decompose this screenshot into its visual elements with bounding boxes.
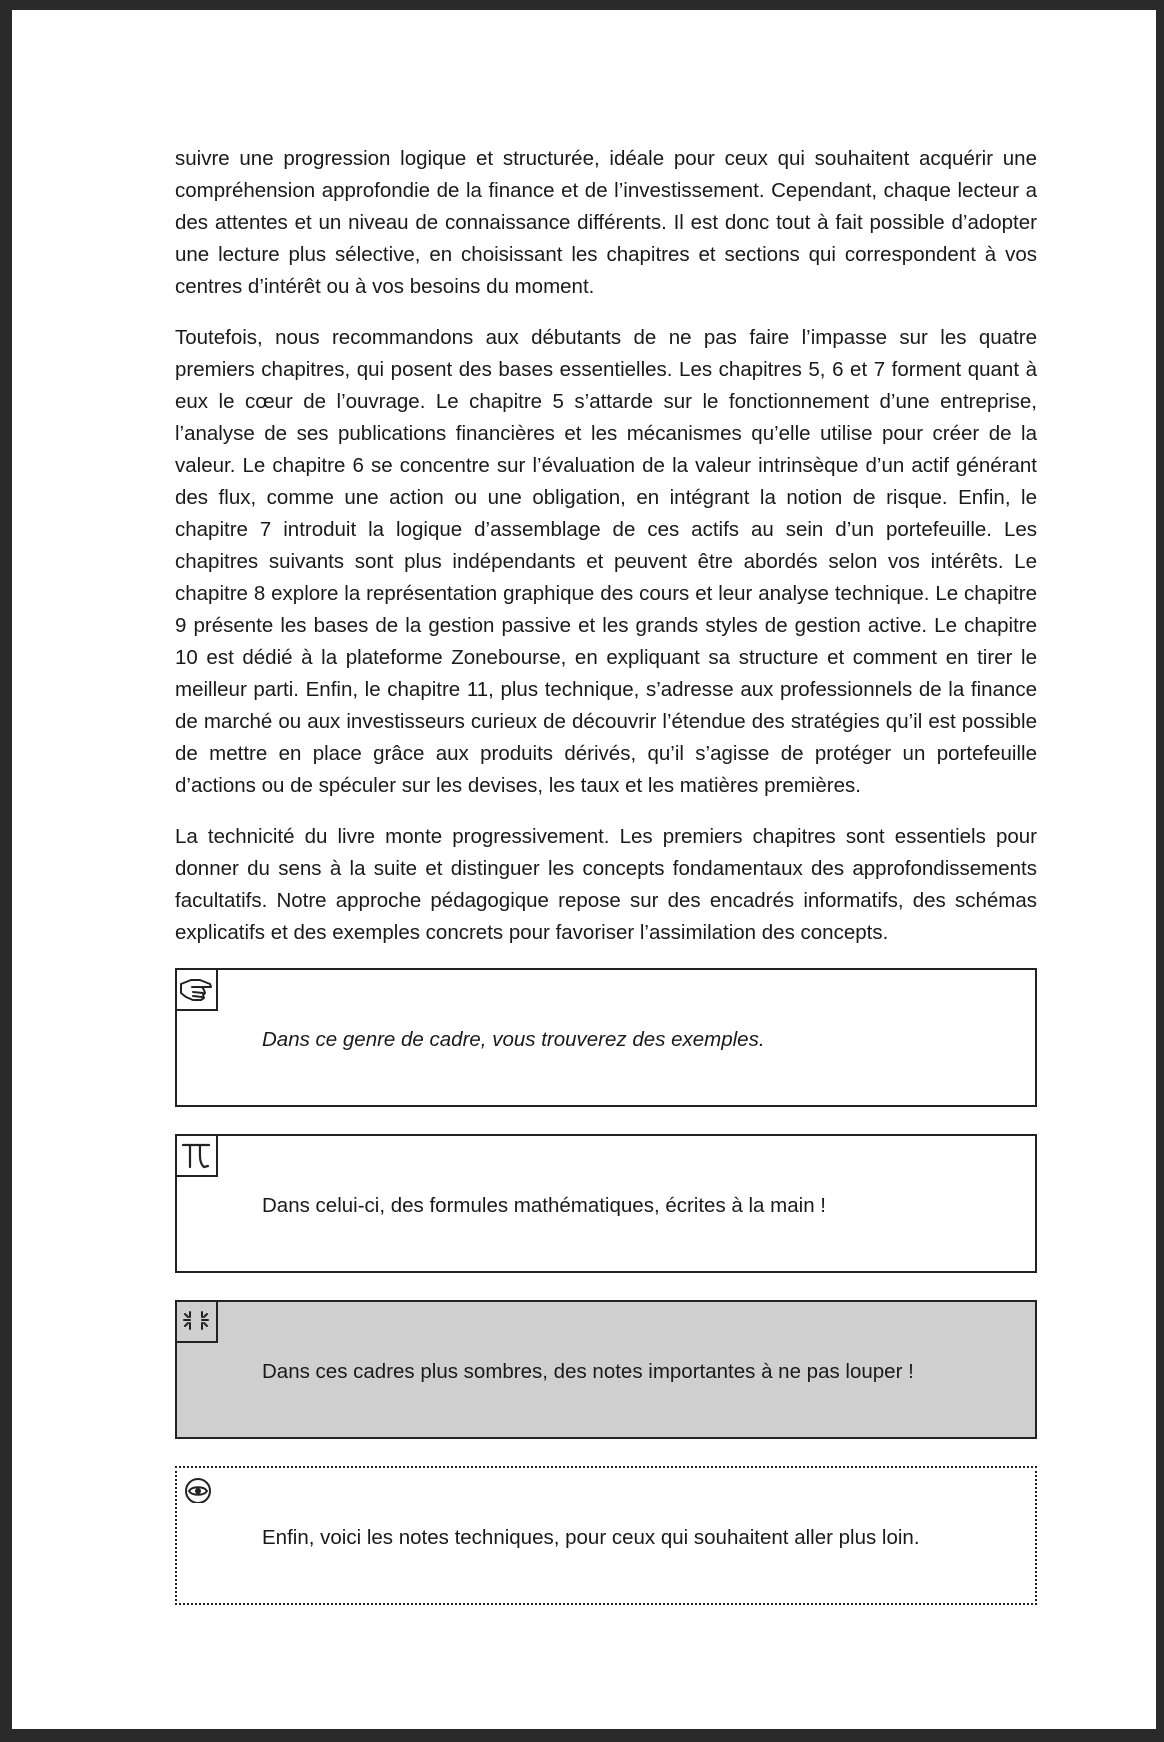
technical-note-box [175, 1466, 1037, 1605]
important-note-box [175, 1300, 1037, 1439]
attention-marks-icon [175, 1300, 218, 1343]
page-content [175, 143, 1037, 1632]
paragraph-1: suivre une progression logique et structurée, idéale pour ceux qui souhaitent acquérir une compréhension approfondie de la finance et de l’investissement. Cependant, chaque lecteur a des attentes et un niveau de connaissance différents. Il est donc tout à fait possible d’adopter une lecture plus sélective, en choisissant les chapitres et sections qui correspondent à vos centres d’intérêt ou à vos besoins du moment. [175, 147, 1037, 298]
pi-icon [175, 1134, 218, 1177]
paragraph-2: Toutefois, nous recommandons aux débutants de ne pas faire l’impasse sur les quatre premiers chapitres, qui posent des bases essentielles. Les chapitres 5, 6 et 7 forment quant à eux le cœur de l’ouvrage. Le chapitre 5 s’attarde sur le fonctionnement d’une entreprise, l’analyse de ses publications financières et les mécanismes qu’elle utilise pour créer de la valeur. Le chapitre 6 se concentre sur l’évaluation de la valeur intrinsèque d’un actif générant des flux, comme une action ou une obligation, en intégrant la notion de risque. Enfin, le chapitre 7 introduit la logique d’assemblage de ces actifs au sein d’un portefeuille. Les chapitres suivants sont plus indépendants et peuvent être abordés selon vos intérêts. Le chapitre 8 explore la représentation graphique des cours et leur analyse technique. Le chapitre 9 présente les bases de la gestion passive et les grands styles de gestion active. Le chapitre 10 est dédié à la plateforme Zonebourse, en expliquant sa structure et comment en tirer le meilleur parti. Enfin, le chapitre 11, plus technique, s’adresse aux professionnels de la finance de marché ou aux investisseurs curieux de découvrir l’étendue des stratégies qu’il est possible de mettre en place grâce aux produits dérivés, qu’il s’agisse de protéger un portefeuille d’actions ou de spéculer sur les devises, les taux et les matières premières. [175, 326, 1037, 797]
important-note-text: Dans ces cadres plus sombres, des notes importantes à ne pas louper ! [262, 1360, 914, 1383]
pointing-hand-icon [175, 968, 218, 1011]
formula-box-text: Dans celui-ci, des formules mathématiques, écrites à la main ! [262, 1194, 826, 1217]
example-box [175, 968, 1037, 1107]
technical-note-text: Enfin, voici les notes techniques, pour ceux qui souhaitent aller plus loin. [262, 1526, 920, 1549]
paragraph-3: La technicité du livre monte progressivement. Les premiers chapitres sont essentiels pour donner du sens à la suite et distinguer les concepts fondamentaux des approfondissements facultatifs. Notre approche pédagogique repose sur des encadrés informatifs, des schémas explicatifs et des exemples concrets pour favoriser l’assimilation des concepts. [175, 825, 1037, 944]
example-box-text: Dans ce genre de cadre, vous trouverez des exemples. [262, 1028, 765, 1051]
eye-icon [175, 1466, 218, 1509]
formula-box [175, 1134, 1037, 1273]
document-page [12, 10, 1156, 1729]
